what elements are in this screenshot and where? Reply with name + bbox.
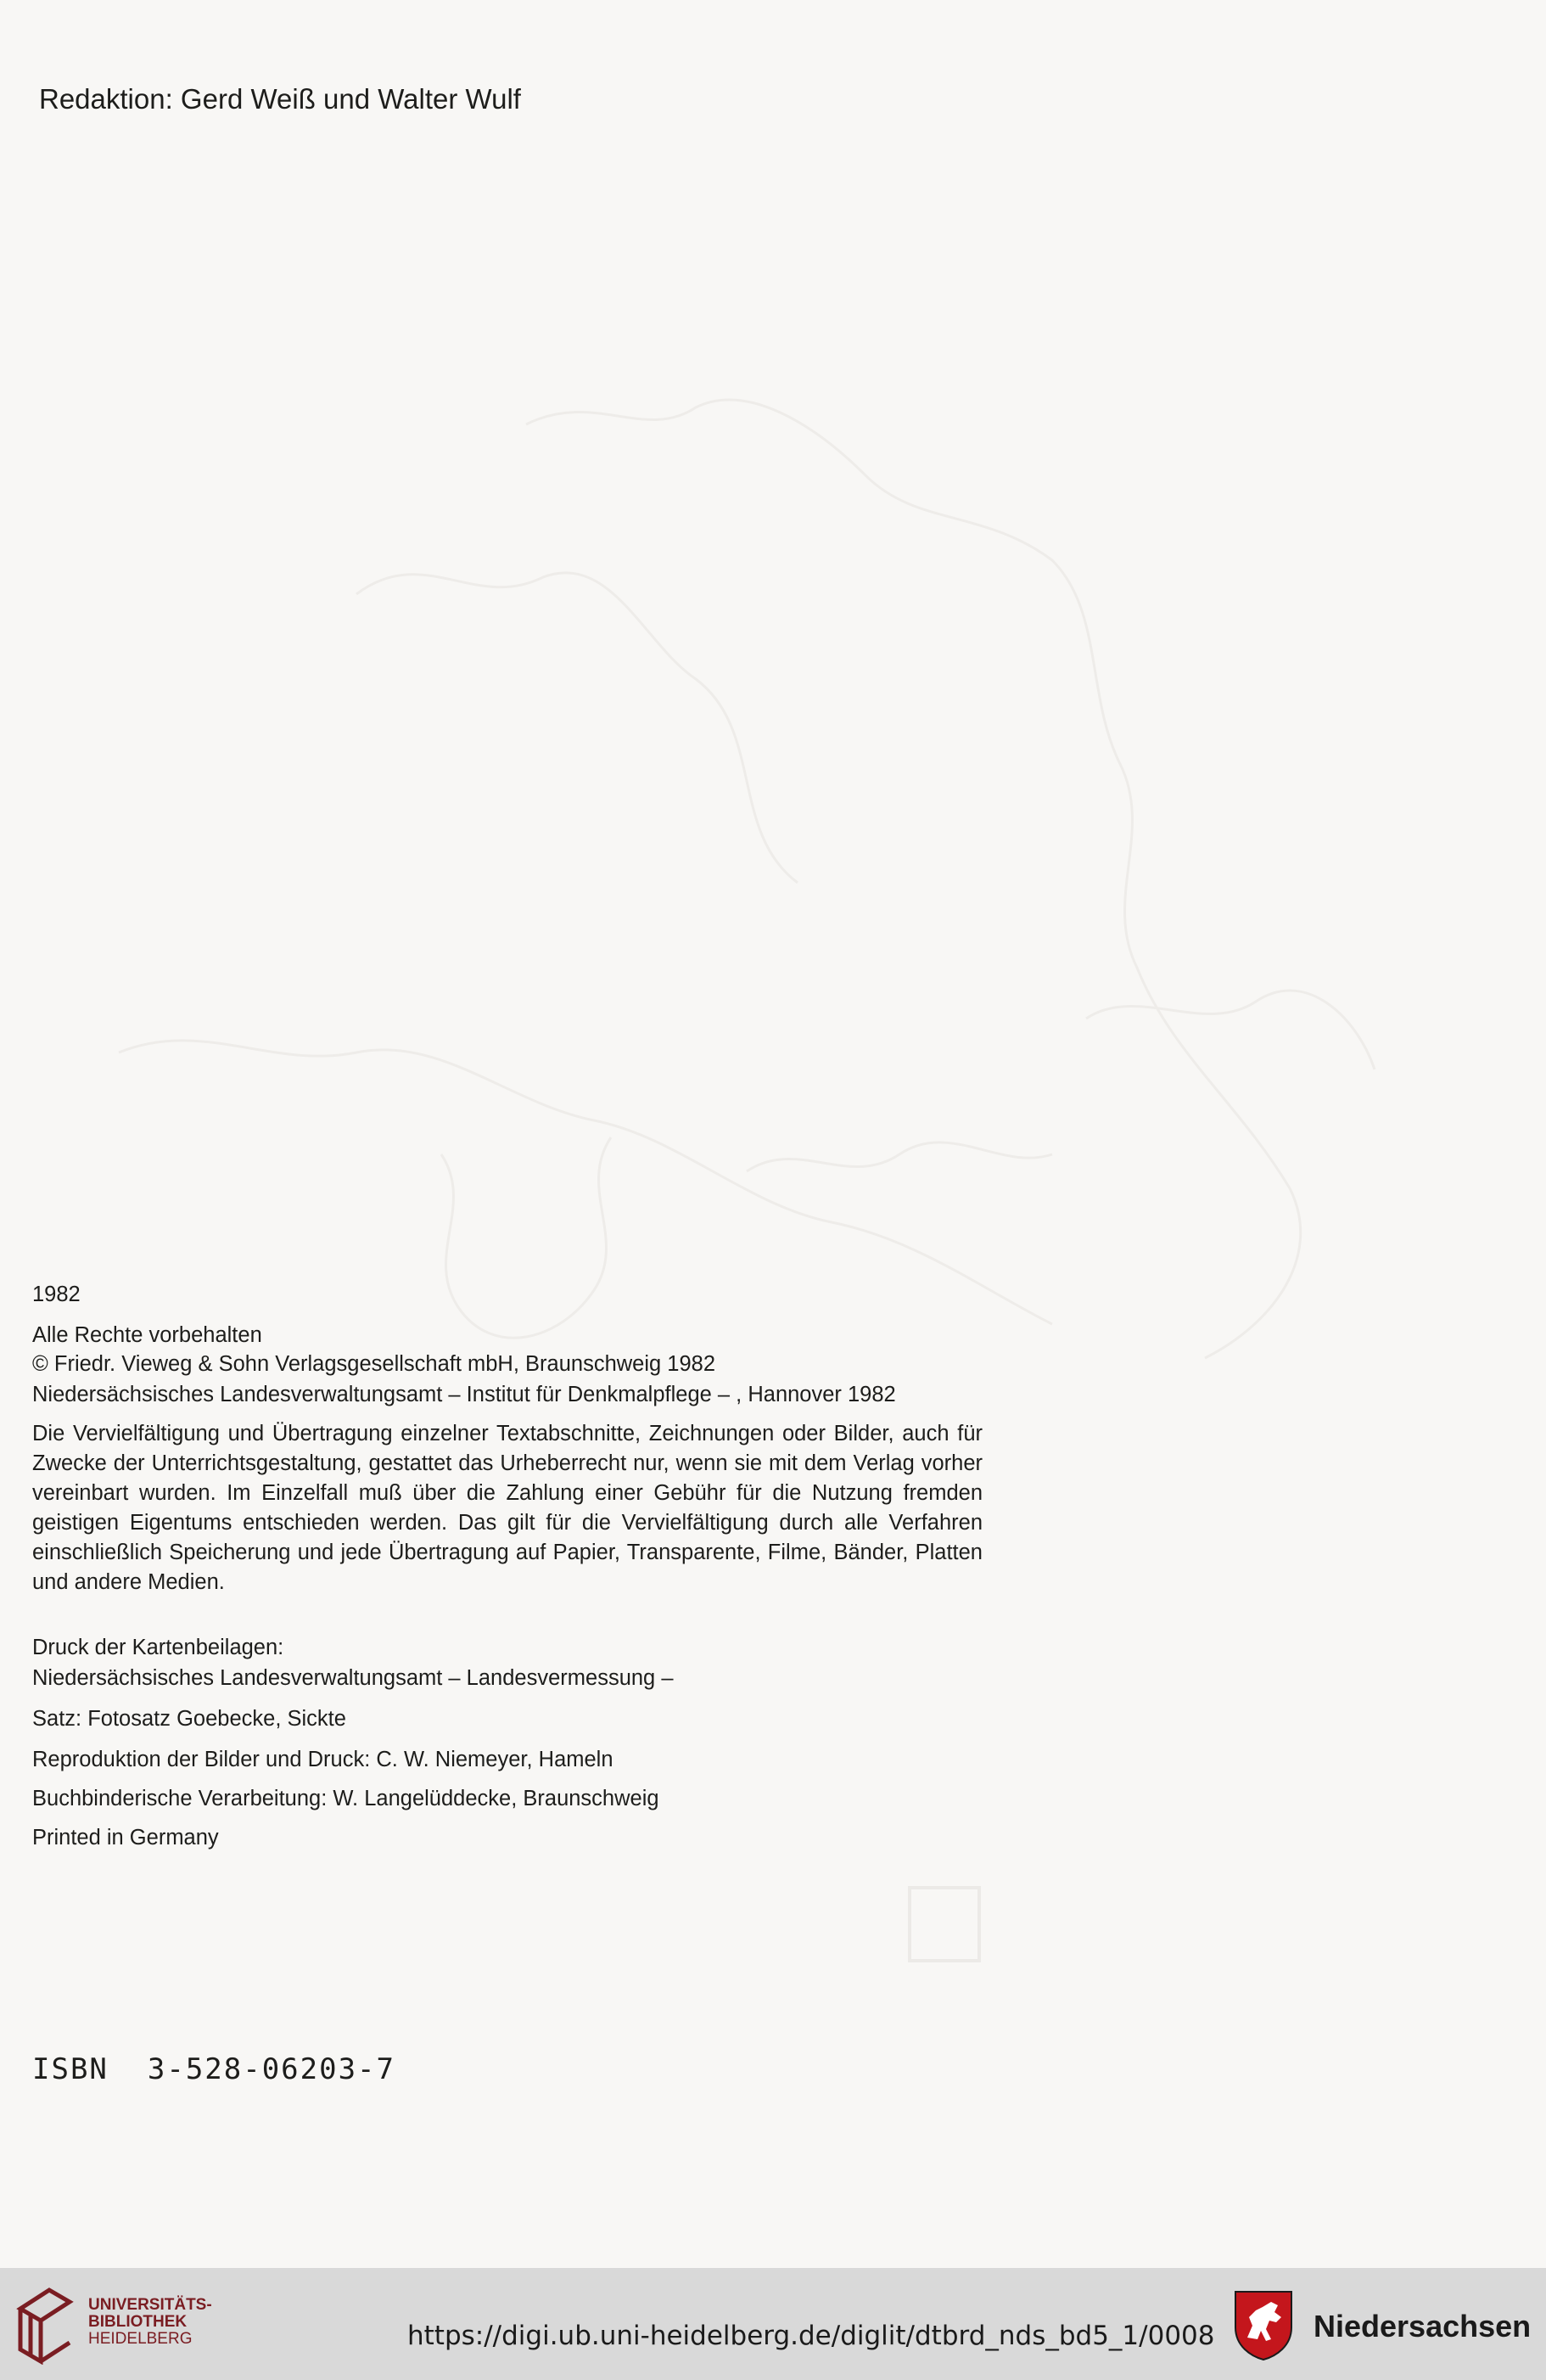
map-print-line: Niedersächsisches Landesverwaltungsamt – Landesvermessung –: [32, 1666, 674, 1690]
library-name-line3: HEIDELBERG: [88, 2330, 193, 2348]
state-name: Niedersachsen: [1314, 2309, 1532, 2344]
isbn-label: ISBN: [32, 2052, 109, 2086]
niedersachsen-crest-icon: [1232, 2288, 1295, 2361]
binding-credit: Buchbinderische Verarbeitung: W. Langelüddecke, Braunschweig: [32, 1787, 659, 1810]
printed-in: Printed in Germany: [32, 1826, 219, 1850]
year: 1982: [32, 1283, 81, 1306]
reproduction-credit: Reproduktion der Bilder und Druck: C. W. Niemeyer, Hameln: [32, 1748, 613, 1771]
permalink-url[interactable]: https://digi.ub.uni-heidelberg.de/diglit/dtbrd_nds_bd5_1/0008: [407, 2321, 1215, 2351]
show-through-logo: [908, 1886, 981, 1962]
library-logo-icon: [15, 2283, 75, 2365]
copyright-institute: Niedersächsisches Landesverwaltungsamt – Institut für Denkmalpflege – , Hannover 1982: [32, 1383, 896, 1406]
library-name: [88, 2297, 212, 2348]
isbn: [32, 2052, 395, 2086]
digitization-footer: [0, 2268, 1546, 2380]
editors-line: Redaktion: Gerd Weiß und Walter Wulf: [39, 83, 521, 115]
typesetting-credit: Satz: Fotosatz Goebecke, Sickte: [32, 1707, 346, 1731]
library-name-line1: UNIVERSITÄTS-: [88, 2296, 212, 2314]
copyright-publisher: © Friedr. Vieweg & Sohn Verlagsgesellschaft mbH, Braunschweig 1982: [32, 1352, 716, 1376]
isbn-number: 3-528-06203-7: [147, 2052, 395, 2086]
copyright-notice-paragraph: Die Vervielfältigung und Übertragung einzelner Textabschnitte, Zeichnungen oder Bilder, auch für Zwecke der Unterrichtsgestaltung, gestattet das Urheberrecht nur, wenn sie mit dem Verlag vorher vereinbart wurden. Im Einzelfall muß über die Zahlung einer Gebühr für die Nutzung fremden geistigen Eigentums entschieden werden. Das gilt für die Vervielfältigung durch alle Verfahren einschließlich Speicherung und jede Übertragung auf Papier, Transparente, Filme, Bänder, Platten und andere Medien.: [32, 1422, 983, 1594]
map-print-heading: Druck der Kartenbeilagen:: [32, 1636, 284, 1659]
library-name-line2: BIBLIOTHEK: [88, 2313, 188, 2331]
rights-reserved: Alle Rechte vorbehalten: [32, 1323, 262, 1347]
